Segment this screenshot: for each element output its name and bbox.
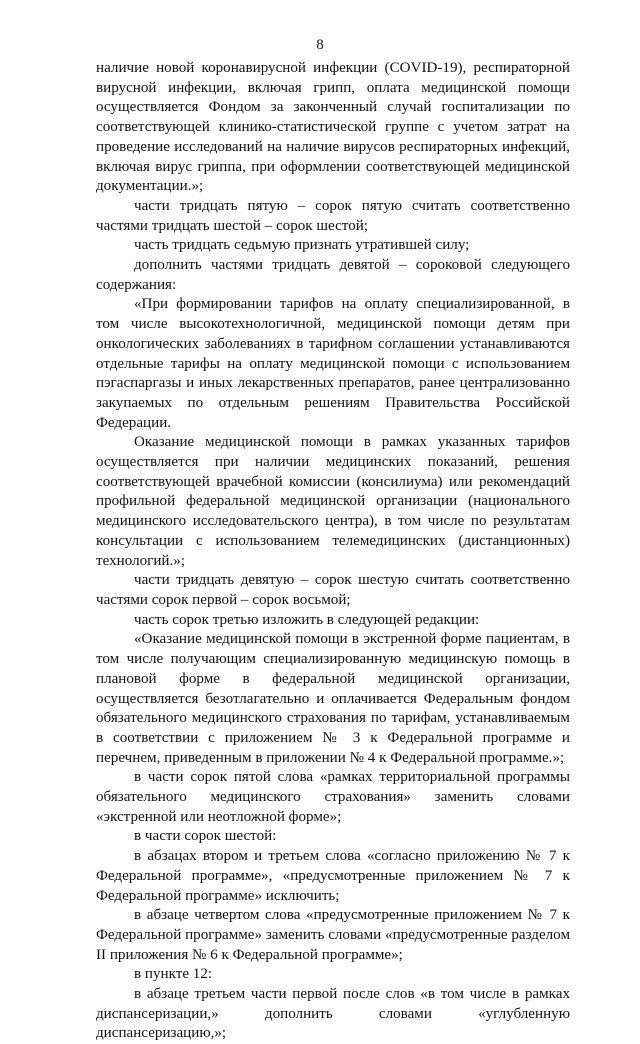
paragraph: наличие новой коронавирусной инфекции (COVID-19), респираторной вирусной инфекции, включая грипп, оплата медицинской помощи осуществляется Фондом за законченный случай госпитализации по соответствующей клинико-статистической группе с учетом затрат на проведение исследований на наличие вирусов респираторных инфекций, включая вирус гриппа, при оформлении соответствующей медицинской документации.»; — [96, 60, 570, 195]
paragraph: «При формировании тарифов на оплату специализированной, в том числе высокотехнологичной, медицинской помощи детям при онкологических заболеваниях в тарифном соглашении устанавливаются отдельные тарифы на оплату медицинской помощи с использованием пэгаспаргазы и иных лекарственных препаратов, ранее централизованно закупаемых по отдельным решениям Правительства Российской Федерации. — [96, 296, 570, 431]
paragraph: в пункте 12: — [134, 966, 213, 983]
paragraph: часть сорок третью изложить в следующей редакции: — [134, 611, 480, 628]
paragraph: Оказание медицинской помощи в рамках указанных тарифов осуществляется при наличии медицинских показаний, решения соответствующей врачебной комиссии (консилиума) или рекомендаций профильной федеральной медицинской организации (национального медицинского исследовательского центра), в том числе по результатам консультации с использованием телемедицинских (дистанционных) технологий.»; — [96, 434, 570, 569]
paragraph: части тридцать девятую – сорок шестую считать соответственно частями сорок первой – сорок восьмой; — [96, 572, 570, 608]
paragraph: в части сорок шестой: — [134, 828, 277, 845]
paragraph: дополнить частями тридцать девятой – сороковой следующего содержания: — [96, 257, 570, 293]
paragraph: в абзаце третьем части первой после слов «в том числе в рамках диспансеризации,» дополнить словами «углубленную диспансеризацию,»; — [96, 986, 570, 1042]
document-body — [96, 59, 570, 1044]
paragraph: части тридцать пятую – сорок пятую считать соответственно частями тридцать шестой – сорок шестой; — [96, 197, 570, 234]
paragraph: «Оказание медицинской помощи в экстренной форме пациентам, в том числе получающим специализированную медицинскую помощь в плановой форме в федеральной медицинской организации, осуществляется безотлагательно и оплачивается Федеральным фондом обязательного медицинского страхования по тарифам, устанавливаемым в соответствии с приложением № 3 к Федеральной программе и перечнем, приведенным в приложении № 4 к Федеральной программе.»; — [96, 631, 570, 766]
paragraph: в абзаце четвертом слова «предусмотренные приложением № 7 к Федеральной программе» заменить словами «предусмотренные разделом II приложения № 6 к Федеральной программе»; — [96, 907, 570, 963]
paragraph: в части сорок пятой слова «рамках территориальной программы обязательного медицинского страхования» заменить словами «экстренной или неотложной форме»; — [96, 769, 570, 825]
page-number: 8 — [316, 37, 324, 53]
paragraph: в абзацах втором и третьем слова «согласно приложению № 7 к Федеральной программе», «предусмотренные приложением № 7 к Федеральной программе» исключить; — [96, 848, 570, 904]
paragraph: часть тридцать седьмую признать утратившей силу; — [134, 237, 470, 254]
